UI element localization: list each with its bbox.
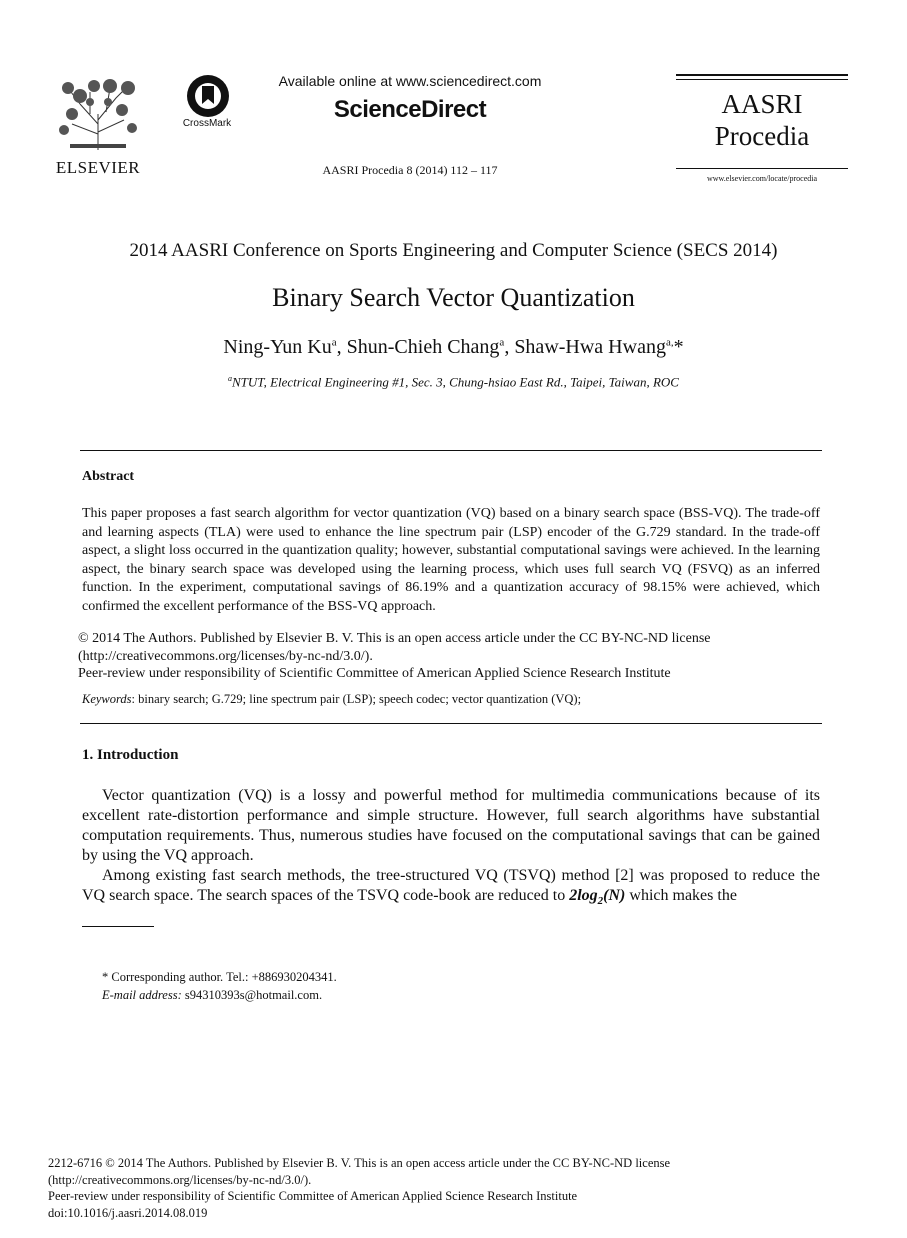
crossmark-icon: [178, 74, 238, 120]
copyright-line: © 2014 The Authors. Published by Elsevier B. V. This is an open access article under the CC BY-NC-ND license: [78, 631, 711, 646]
author-affil-mark: a,: [665, 336, 674, 349]
footer-license-link[interactable]: (http://creativecommons.org/licenses/by-nc-nd/3.0/).: [48, 1172, 312, 1187]
paper-title: Binary Search Vector Quantization: [272, 283, 635, 312]
footer-issn-copyright: 2212-6716 © 2014 The Authors. Published by Elsevier B. V. This is an open access article under the CC BY-NC-ND license: [48, 1156, 671, 1170]
corresponding-mark: *: [673, 336, 684, 358]
abstract-heading: Abstract: [82, 469, 135, 484]
peer-review-note: Peer-review under responsibility of Scientific Committee of American Applied Science Research Institute: [78, 666, 671, 681]
journal-title-line2: Procedia: [714, 121, 810, 151]
abstract-rule-bottom: [80, 723, 822, 724]
footnote-rule: [82, 926, 154, 927]
introduction-body: [82, 786, 820, 911]
abstract-text: This paper proposes a fast search algorithm for vector quantization (VQ) based on a binary search space (BSS-VQ). The trade-off and learning aspects (TLA) were used to enhance the line spectrum pair (LSP) encoder of the G.729 standard. In the trade-off aspect, a slight loss occurred in the quantization quality; however, substantial computational savings were achieved. In the learning aspect, the binary search space was developed using the learning process, which uses full search VQ (FSVQ) as an inferred function. In the experiment, computational savings of 86.19% and a quantization accuracy of 98.15% were achieved, which confirmed the excellent performance of the BSS-VQ approach.: [82, 506, 820, 614]
section-heading-introduction: 1. Introduction: [82, 747, 179, 763]
journal-url[interactable]: www.elsevier.com/locate/procedia: [706, 174, 818, 183]
license-link[interactable]: (http://creativecommons.org/licenses/by-nc-nd/3.0/).: [78, 648, 373, 664]
formula-subscript: 2: [597, 895, 604, 908]
available-online[interactable]: Available online at www.sciencedirect.com: [278, 73, 542, 89]
footnote: [102, 968, 802, 1004]
paragraph: Vector quantization (VQ) is a lossy and powerful method for multimedia communications because of its excellent rate-distortion performance and simple structure. However, full search algorithms have substantial computation requirements. Thus, numerous studies have focused on the computational savings that can be gained by using the VQ approach.: [82, 787, 820, 864]
paragraph-text: Among existing fast search methods, the tree-structured VQ (TSVQ) method [2] was proposed to reduce the VQ search space. The search spaces of the TSVQ code-book are reduced to: [82, 867, 820, 904]
author-separator: ,: [504, 336, 515, 358]
footer-doi[interactable]: doi:10.1016/j.aasri.2014.08.019: [48, 1205, 208, 1220]
affiliation: [0, 374, 907, 390]
email-label: E-mail address:: [102, 988, 182, 1002]
author-separator: ,: [336, 336, 347, 358]
copyright-block: [78, 630, 823, 683]
email-address[interactable]: s94310393s@hotmail.com.: [181, 988, 323, 1002]
abstract-rule-top: [80, 450, 822, 451]
conference-name: 2014 AASRI Conference on Sports Engineering and Computer Science (SECS 2014): [129, 240, 778, 261]
author-list: [0, 336, 907, 359]
author-affil-mark: a: [331, 336, 337, 349]
author-name: Shun-Chieh Chang: [346, 336, 500, 358]
publisher-name: ELSEVIER: [55, 158, 141, 177]
author-name: Shaw-Hwa Hwang: [514, 336, 666, 358]
affiliation-mark: a: [228, 374, 233, 383]
crossmark-label: CrossMark: [182, 118, 232, 129]
affiliation-text: NTUT, Electrical Engineering #1, Sec. 3, Chung-hsiao East Rd., Taipei, Taiwan, ROC: [232, 374, 679, 390]
journal-title-line1: AASRI: [721, 89, 803, 119]
page-footer: [48, 1155, 848, 1221]
paragraph: [82, 866, 820, 911]
journal-rule-top-thin: [676, 79, 848, 80]
paragraph-text: which makes the: [625, 887, 737, 904]
journal-title: [676, 88, 848, 152]
author-affil-mark: a: [499, 336, 505, 349]
formula-argument: (N): [603, 887, 626, 904]
sciencedirect-logo[interactable]: ScienceDirect: [333, 96, 487, 123]
formula: 2log: [569, 887, 598, 904]
keywords: [82, 692, 822, 707]
keywords-label: Keywords: [82, 692, 132, 706]
journal-citation: AASRI Procedia 8 (2014) 112 – 117: [322, 163, 498, 177]
footer-peer-review: Peer-review under responsibility of Scientific Committee of American Applied Science Research Institute: [48, 1189, 578, 1203]
corresponding-author: * Corresponding author. Tel.: +886930204341.: [102, 970, 337, 984]
journal-rule-top: [676, 74, 848, 76]
journal-rule-bottom: [676, 168, 848, 169]
elsevier-logo: [50, 74, 146, 178]
author-name: Ning-Yun Ku: [223, 336, 332, 358]
keywords-list: : binary search; G.729; line spectrum pair (LSP); speech codec; vector quantization (VQ);: [131, 692, 582, 706]
